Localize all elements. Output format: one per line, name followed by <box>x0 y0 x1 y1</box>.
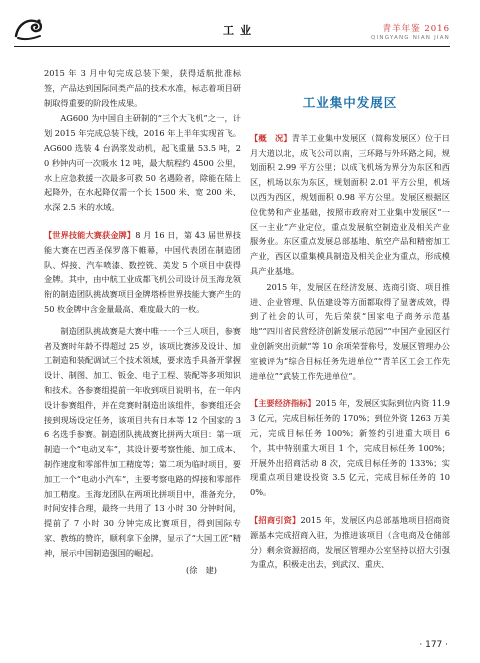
economic-text: 2015 年，发展区实际到位内资 11.93 亿元，完成目标任务的 170%；到位外资 1263 万美元，完成目标任务 100%；新签约引进重大项目 6 个，其中特别重大项目 1 个，完成目标任务 100%；开展外出招商活动 8 次，完成目标任务的 133%；实现重点项目建设投资 3.5 亿元，完成目标任务的 100%。 <box>250 398 450 498</box>
paragraph-overview <box>250 131 450 279</box>
paragraph-investment <box>250 513 450 572</box>
heading-worldskills-gold: 【世界技能大赛获金牌】 <box>44 229 136 240</box>
paragraph-ag600-milestone: 2015 年 3 月中旬完成总装下架，获得适航批准标签，产品达到国际同类产品的技术水准，标志着项目研制取得重要的阶段性成果。 <box>44 68 241 108</box>
worldskills-text: 8 月 16 日，第 43 届世界技能大赛在巴西圣保罗落下帷幕，中国代表团在制造团队、焊接、汽车喷漆、数控铣、美发 5 个项目中获得金牌。其中，由中航工业成都飞机公司设计员玉海龙领衔的制造团队挑战赛项目金牌塔桥世界技能大赛产生的 50 枚金牌中含金量最高、难度最大的一枚。 <box>44 229 241 314</box>
author-credit: (徐 建) <box>186 564 217 575</box>
section-name: 工业 <box>223 24 257 37</box>
overview-text: 青羊工业集中发展区（简称发展区）位于日月大道以北，成飞公司以南，三环路与外环路之间，规划面积 2.99 平方公里；以成飞机场为界分为东区和西区，机场以东为东区，规划面积 2.01 平方公里，机场以西为西区，规划面积 0.98 平方公里。发展区根据区位优势和产业基础，按照市政府对工业集中发展区“一区一主业”产业定位，重点发展航空制造业及相关产业服务业。东区重点发展总部基地、航空产品和精密加工产业，西区以重集模具制造及相关企业为重点，形成模具产业基地。 <box>250 132 450 276</box>
page-header <box>0 0 480 54</box>
heading-economic-indicators: 【主要经济指标】 <box>250 398 316 409</box>
paragraph-team-challenge: 制造团队挑战赛是大赛中唯一一个三人项目，参赛者及赛时年龄不得超过 25 岁，该项比赛涉及设计、加工制造和装配调试三个技术领域，要求选手具备开掌握设计、制图、加工、钣金、电子工程、装配等多项知识和技术。各参赛组提前一年收到项目说明书，在一年内设计参赛组件，并在竞赛时制造出该组件，参赛组还会接到现场设定任务，该项目共有日本等 12 个国家的 36 名选手参赛。制造团队挑战赛比拼两大项目：第一项制造一个“电动叉车”，其设计要考察性能、加工成本、制作速度和零部件加工精度等；第二项为临时项目，要加工一个“电动小汽车”，主要考察电路的焊接和零部件加工精度。玉海龙团队在两项比拼项目中，准备充分，时间安排合理，最终一共用了 13 小时 30 分钟时间，提前了 7 小时 30 分钟完成比赛项目，得到国际专家、教练的赞许，顺利拿下金牌，显示了“大国工匠”精神，展示中国制造强国的崛起。 <box>44 325 241 558</box>
heading-overview: 【概 况】 <box>250 132 292 143</box>
paragraph-ag600-specs: AG600 为中国自主研制的“三个大飞机”之一，计划 2015 年完成总装下线，2016 年上半年实现首飞。AG600 选装 4 台涡浆发动机，起飞重量 53.5 吨，20 秒钟内可一次吸水 12 吨，最大航程约 4500 公里，水上应急救援一次最多可救 50 名遇险者，除能在陆上起降外，在水起降仅需一个长 1500 米、宽 200 米、水深 2.5 米的水域。 <box>44 113 241 213</box>
page-number: · 177 · <box>419 640 448 650</box>
right-column <box>250 66 450 573</box>
investment-text: 2015 年，发展区内总部基地项目招商资源基本完成招商入驻，为推进该项目（含电商及仓储部分）剩余资源招商，发展区管理办公室坚持以招大引强为重点，积极走出去，到武汉、重庆、 <box>250 514 450 570</box>
header-rule <box>14 46 450 47</box>
heading-investment: 【招商引资】 <box>250 514 301 525</box>
paragraph-worldskills-gold <box>44 228 241 317</box>
yearbook-title: 青羊年鉴 2016 <box>382 24 450 34</box>
yearbook-title-pinyin: QINGYANG NIAN JIAN <box>371 35 450 41</box>
left-column <box>44 66 241 577</box>
paragraph-achievements: 2015 年，发展区在经济发展、选商引资、项目推进、企业管理、队伍建设等方面都取得了显著成效，得到了社会的认可，先后荣获“国家电子商务示范基地”“四川省民营经济创新发展示范园”“中国产业园区行业创新突出贡献”等 10 余项荣誉称号，发展区管理办公室被评为“综合目标任务先进单位”“青羊区工会工作先进单位”“武装工作先进单位”。 <box>250 281 450 381</box>
paragraph-economic-indicators <box>250 396 450 500</box>
section-title: 工业集中发展区 <box>302 95 398 110</box>
